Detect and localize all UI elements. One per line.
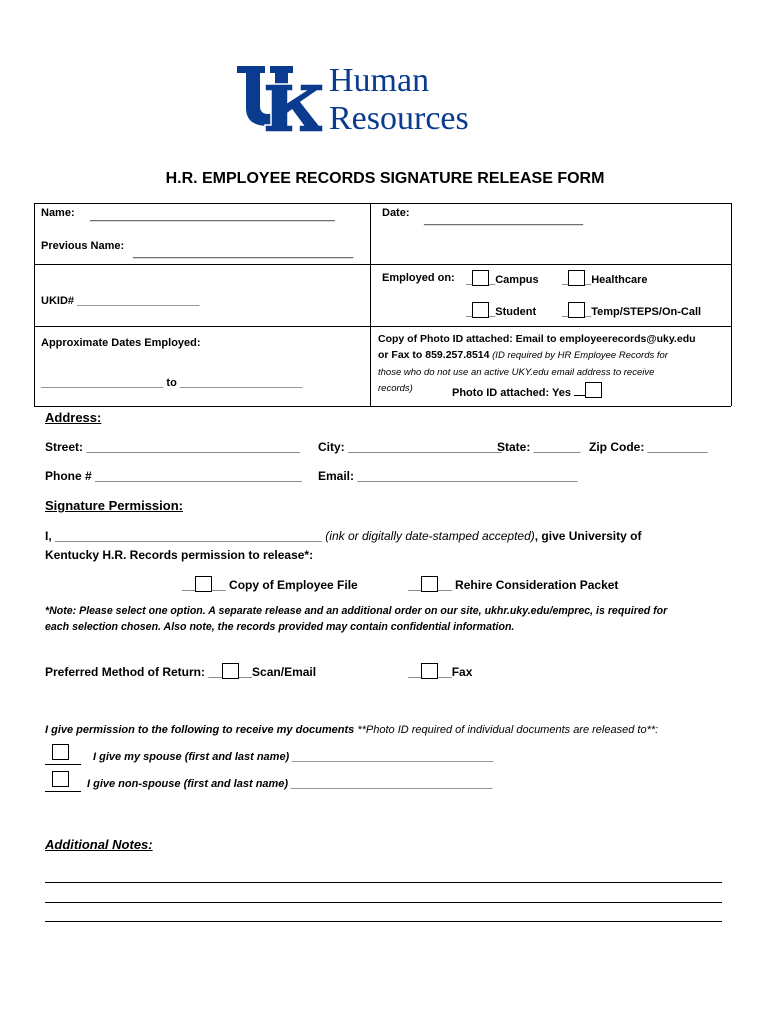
fax-checkbox[interactable] [421, 663, 438, 679]
name-field[interactable]: ________________________________________ [90, 210, 335, 222]
scan-email-checkbox[interactable] [222, 663, 239, 679]
form-title: H.R. EMPLOYEE RECORDS SIGNATURE RELEASE FORM [165, 170, 605, 187]
previous-name-label: Previous Name: [41, 240, 125, 252]
email-field[interactable]: Email: _________________________________ [318, 469, 578, 483]
photo-id-note-line3: those who do not use an active UKY.edu email address to receive [378, 367, 655, 378]
uk-hr-logo [235, 62, 505, 138]
notes-line-3[interactable] [45, 921, 722, 922]
signature-line-2: Kentucky H.R. Records permission to release*: [45, 548, 314, 562]
zip-field[interactable]: Zip Code: _________ [589, 440, 708, 454]
spouse-field[interactable]: I give my spouse (first and last name) _________________________________ [93, 751, 495, 763]
ukid-field[interactable]: UKID# ____________________ [41, 295, 200, 307]
notes-line-1[interactable] [45, 882, 722, 883]
student-checkbox[interactable] [472, 302, 489, 318]
city-field[interactable]: City: _______________________ [318, 440, 502, 454]
photo-attached-option[interactable]: Photo ID attached: Yes [452, 387, 596, 399]
street-field[interactable]: Street: ________________________________ [45, 440, 300, 454]
notes-line-2[interactable] [45, 902, 722, 903]
photo-id-fax-line: or Fax to 859.257.8514 (ID required by HR Employee Records for [378, 349, 668, 361]
logo-line-human: Human [329, 62, 430, 99]
photo-id-instructions: Copy of Photo ID attached: Email to employeerecords@uky.edu [378, 333, 696, 345]
dates-range-field[interactable]: ____________________ to ____________________ [41, 377, 303, 389]
state-field[interactable]: State: _______ [497, 440, 581, 454]
previous-name-field[interactable]: ____________________________________ [133, 247, 354, 259]
address-heading: Address: [45, 410, 102, 425]
note-line-1: *Note: Please select one option. A separate release and an additional order on our site, ukhr.uky.edu/emprec, is required for [45, 605, 668, 617]
copy-employee-file-option[interactable]: __ __ Copy of Employee File [182, 578, 358, 592]
uk-logo-icon [235, 64, 325, 134]
nonspouse-checkbox[interactable] [52, 771, 69, 787]
phone-field[interactable]: Phone # _______________________________ [45, 469, 302, 483]
rehire-packet-option[interactable]: __ __ Rehire Consideration Packet [408, 578, 619, 592]
copy-employee-file-checkbox[interactable] [195, 576, 212, 592]
scan-email-option[interactable]: __Scan/Email [238, 665, 317, 679]
photo-id-note-line4: records) [378, 383, 413, 394]
photo-attached-checkbox[interactable] [585, 382, 602, 398]
signature-heading: Signature Permission: [45, 498, 183, 513]
approx-dates-label: Approximate Dates Employed: [41, 337, 201, 349]
signature-line[interactable]: I, ________________________________________ (ink or digitally date-stamped accepted), give University of [45, 529, 642, 543]
campus-checkbox[interactable] [472, 270, 489, 286]
campus-option[interactable]: _ _Campus [466, 270, 539, 286]
note-line-2: each selection chosen. Also note, the records provided may contain confidential information. [45, 621, 515, 633]
date-field[interactable]: __________________________ [424, 214, 584, 226]
logo-line-resources: Resources [329, 100, 469, 137]
temp-option[interactable]: _ _Temp/STEPS/On-Call [562, 302, 701, 318]
additional-notes-heading: Additional Notes: [45, 837, 153, 852]
spouse-checkbox[interactable] [52, 744, 69, 760]
date-label: Date: [382, 207, 410, 219]
fax-option[interactable]: __ __Fax [408, 665, 473, 679]
rehire-packet-checkbox[interactable] [421, 576, 438, 592]
healthcare-checkbox[interactable] [568, 270, 585, 286]
student-option[interactable]: _ _Student [466, 302, 536, 318]
return-method-row: Preferred Method of Return: __ __Scan/Email [45, 665, 317, 679]
name-label: Name: [41, 207, 75, 219]
permission-line: I give permission to the following to receive my documents **Photo ID required of individual documents are released to**: [45, 724, 659, 736]
employed-on-label: Employed on: [382, 272, 455, 284]
temp-checkbox[interactable] [568, 302, 585, 318]
nonspouse-field[interactable]: I give non-spouse (first and last name) _________________________________ [87, 778, 494, 790]
healthcare-option[interactable]: _ _Healthcare [562, 270, 648, 286]
